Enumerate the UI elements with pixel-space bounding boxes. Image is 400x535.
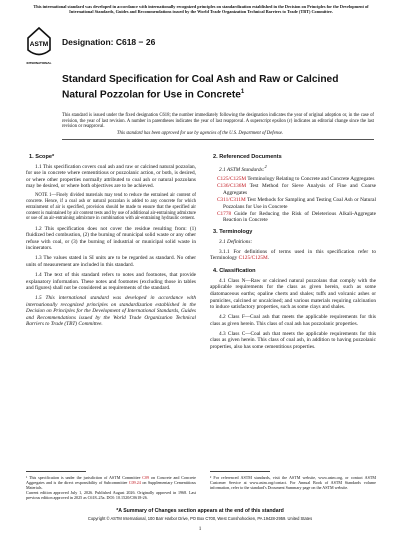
- summary-of-changes-note: *A Summary of Changes section appears at the end of this standard: [116, 508, 284, 514]
- reference-item: C136/C136M Test Method for Sieve Analysis of Fine and Coarse Aggregates: [217, 183, 376, 196]
- paragraph-1-5: 1.5 This international standard was developed in accordance with internationally recognized principles on standardization established in the Decision on Principles for the Development of International Standards, Guides and Recommendations issued by the World Trade Organization Technical Barriers to Trade (TBT) Committee.: [26, 295, 196, 328]
- reference-item: C125/C125M Terminology Relating to Concrete and Concrete Aggregates: [217, 176, 375, 183]
- reference-link[interactable]: C125/C125M: [217, 176, 247, 183]
- svg-text:ASTM: ASTM: [29, 41, 49, 48]
- paragraph-1-2: 1.2 This specification does not cover the residue resulting from: (1) fluidized bed combustion, (2) the burning of municipal solid waste or any other refuse with coal, or (3) the burning of industrial or municipal solid waste in incinerators.: [26, 225, 196, 252]
- paragraph-4-1: 4.1 Class N—Raw or calcined natural pozzolans that comply with the applicable requirements for the class as given herein, such as some diatomaceous earths; opaline cherts and shales; tuffs and volcanic ashes or pumicites, calcined or uncalcined; and various materials requiring calcination to induce satisfactory properties, such as some clays and shales.: [210, 277, 376, 311]
- section-heading-scope: 1. Scope*: [29, 154, 55, 160]
- paragraph-1-1: 1.1 This specification covers coal ash and raw or calcined natural pozzolan, for use in concrete where cementitious or pozzolanic action, or both, is desired, or where other properties normally attributed to coal ash or natural pozzolans may be desired, or where both objectives are to be achieved.: [26, 163, 196, 190]
- approval-note: This standard has been approved for use by agencies of the U.S. Department of Defense.: [116, 131, 284, 136]
- top-notice: This international standard was developed in accordance with internationally recognized principles on standardization established in the Decision on Principles for the Development of International Standards, Guides and Recommendations issued by the World Trade Organization Technical Barriers to Trade (TBT) Committee.: [33, 4, 369, 15]
- note-1: NOTE 1—Finely divided materials may tend to reduce the entrained air content of concrete. Hence, if a coal ash or natural pozzolan is added to any concrete for which entrainment of air is specified, provision should be made to ensure that the specified air content is maintained by air content tests and by use of additional air-entraining admixture or use of an air-entraining admixture in combination with air-entraining hydraulic cement.: [26, 193, 196, 222]
- copyright: Copyright © ASTM International, 100 Barr Harbor Drive, PO Box C700, West Conshohocken, PA 19428-2959. United States: [87, 516, 313, 521]
- page-number: 1: [198, 526, 202, 532]
- section-heading-terminology: 3. Terminology: [213, 229, 253, 236]
- terminology-link[interactable]: C125/C125M: [238, 255, 268, 262]
- reference-list: [210, 176, 376, 223]
- subcommittee-link[interactable]: C09.24: [128, 480, 141, 485]
- astm-logo: [26, 26, 52, 68]
- footnote-divider: [26, 471, 86, 472]
- left-column: [26, 154, 196, 331]
- divider: [62, 139, 374, 140]
- reference-link[interactable]: C1778: [217, 210, 232, 217]
- standard-note: This standard is issued under the fixed designation C618; the number immediately following the designation indicates the year of original adoption or, in the case of revision, the year of last revision. A number in parentheses indicates the year of last reapproval. A superscript epsilon (ε) indicates an editorial change since the last revision or reapproval.: [62, 113, 374, 130]
- footnote-2: ² For referenced ASTM standards, visit the ASTM website, www.astm.org, or contact ASTM Customer Service at www.astm.org/contact. For Annual Book of ASTM Standards volume information, refer to the standard's Document Summary page on the ASTM website.: [210, 475, 376, 490]
- footnote-1: ¹ This specification is under the jurisdiction of ASTM Committee C09 on Concrete and Concrete Aggregates and is the direct responsibility of Subcommittee C09.24 on Supplementary Cementitious Materials. Current edition approved July 1, 2026. Published August 2026. Originally approved in 1968. Last previous edition approved in 2025 as C618–25a. DOI: 10.1520/C0618-26.: [26, 475, 197, 500]
- paragraph-1-3: 1.3 The values stated in SI units are to be regarded as standard. No other units of measurement are included in this standard.: [26, 255, 196, 268]
- reference-link[interactable]: C311/C311M: [217, 197, 246, 203]
- paragraph-1-4: 1.4 The text of this standard refers to notes and footnotes, that provide explanatory information. These notes and footnotes (excluding those in tables and figures) shall not be considered as requirements of the standard.: [26, 272, 196, 292]
- section-heading-classification: 4. Classification: [213, 268, 256, 275]
- designation: Designation: C618 − 26: [62, 37, 156, 47]
- paragraph-3-1: 3.1 Definitions:: [219, 238, 253, 245]
- reference-item: C1778 Guide for Reducing the Risk of Deleterious Alkali-Aggregate Reaction in Concrete: [217, 210, 376, 224]
- svg-text:INTERNATIONAL: INTERNATIONAL: [26, 61, 52, 65]
- paragraph-3-1-1: 3.1.1 For definitions of terms used in this specification refer to Terminology C125/C125M.: [210, 248, 376, 262]
- page-title: Standard Specification for Coal Ash and Raw or Calcined Natural Pozzolan for Use in Concrete$^1$: [62, 74, 339, 101]
- page-footer: [0, 508, 400, 521]
- reference-item: C311/C311M Test Methods for Sampling and Testing Coal Ash or Natural Pozzolans for Use in Concrete: [217, 197, 376, 210]
- right-column: [210, 154, 376, 354]
- paragraph-4-2: 4.2 Class F—Coal ash that meets the applicable requirements for this class as given herein. This class of coal ash has pozzolanic properties.: [210, 314, 376, 327]
- paragraph-4-3: 4.3 Class C—Coal ash that meets the applicable requirements for this class as given herein. This class of coal ash, in addition to having pozzolanic properties, also has some cementitious properties.: [210, 330, 376, 350]
- paragraph-2-1: 2.1 ASTM Standards:$^2$: [219, 163, 267, 173]
- reference-link[interactable]: C136/C136M: [217, 183, 247, 190]
- footnote-divider: [210, 471, 270, 472]
- section-heading-references: 2. Referenced Documents: [213, 154, 282, 160]
- committee-link[interactable]: C09: [142, 475, 150, 480]
